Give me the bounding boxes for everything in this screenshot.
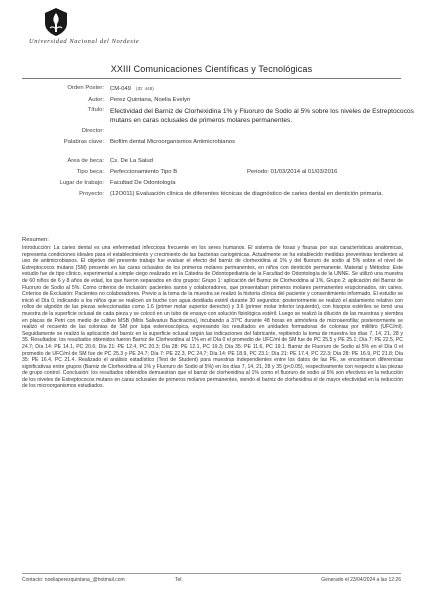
resumen-text: Introducción: La caries dental es una enfermedad infecciosa frecuente en los seres humanos. El sistema de fosas y fisuras por sus características anatómicas, representa condiciones ideales para el establecimiento y crecimiento de las bacterias cariogénicas. Actualmente se ha establecido medidas preventivas tendientes al uso de antimicrobianos. El objetivo del presente trabajo fue evaluar el efecto del barniz de clorhexidina al 1% y del fluoruro de sodio al 5% sobre el nivel de Estreptococos mutans (SM) presente en las caras oclusales de los primeros molares permanentes, en niños con dentición permanente. Material y Métodos: Este estudio fue de tipo clínico, experimental a simple ciego realizado en la Cátedra de Odontopediatría de la Facultad de Odontología de la UNNE. Se utilizó una muestra de 60 niños de 6 y 8 años de edad, los que fueron separados en dos grupos: Grupo 1: aplicación del Barniz de Clorhexidina al 1%, Grupo 2: aplicación del Barniz de Fluoruro de Sodio al 5%. Como criterios de inclusión: pacientes sanos y colaboradores, que presentaban primeros molares permanentes erupcionados, sin caries. Criterios de Exclusión: Pacientes no colaboradores. Previo a la toma de la muestra se realizó la historia clínica del paciente y consentimiento informado. El estudio se inició el Día 0, indicando a los niños que se realicen un buche con agua destilada estéril durante 30 segundos; posteriormente se realizó el aislamiento relativo con rollos de algodón de las piezas seleccionadas como 1.6 (primer molar superior derecho) y 3.6 (primer molar inferior izquierdo), con hisopos estériles se tomó una muestra de la superficie oclusal de cada pieza y se colocó en un tubo de ensayo con solución fisiológica estéril. Luego se realizó la dilución de las muestras y siembra en placas de Petri con medio de cultivo MSB (Mitis Salivarius Bacitracina), incubando a 37ºC durante 48 horas en atmósfera de microaerofilia; posteriormente se realizó el recuento de las colonias de SM por lupa estereoscópica, expresando los resultados en unidades formadoras de colonias por mililitro (UFC/ml). Seguidamente se realizó la aplicación del barniz en la superficie oclusal según las indicaciones del fabricante, repitiendo la toma de muestra los días 7, 14, 21, 28 y 35. Resultados: los resultados obtenidos fueron Barniz de Clorhexidina al 1% en el Día 0 el promedio de UFC/ml de SM fue de PC 25.5 y PE 25.1; Día 7: PE 22.5, PC 24.7; Día 14: PE 14.1, PC 20.6; Día 21: PE 12.4, PC 20.3; Día 28: PE 12.1, PC 19.3; Día 35: PE 11.6, PC 19.1. Barniz de Fluoruro de Sodio al 5% en el Día 0 el promedio de UFC/ml de SM fue de PC 25.3 y PE 24.7; Día 7: PE 22.3, PC 24.7; Día 14: PE 18.9, PC 23.1; Día 21: PE 17.4, PC 22.3; Día 28: PE 16.9, PC 21.8; Día 35: PE 16.4, PC 21.4. Realizado el análisis estadístico (Test de Student) para muestras independientes entre los datos de las PE, se encontraron diferencias significativas entre grupos (Barniz de Clorhexidina al 1% y Fluoruro de Sodio al 5%) en los días 7, 14, 21, 28 y 35 (p<0.05), respectivamente con respecto a las piezas de grupo control. Conclusión: los resultados obtenidos demuestran que el barniz de clorhexidina al 1% como el fluoruro de sodio al 5% son efectivos en la reducción de los niveles de Estreptococos mutans en caras oclusales de primeros molares permanentes, siendo el barniz de clorhexidina el de mayor efectividad en la reducción de los microorganismos estudiados.: [22, 245, 403, 390]
footer-tel: [175, 577, 183, 583]
proyecto-label: Proyecto:: [79, 191, 104, 197]
orden-poster-value: CM-049: [110, 86, 131, 92]
contacto-email: noeliaperezquintana_@hotmail.com: [44, 577, 125, 583]
poster-id-note: (ID: 448): [135, 86, 154, 91]
footer-divider: [22, 573, 401, 574]
tipo-beca-value: Perfeccionamiento Tipo B: [110, 169, 178, 175]
university-logo: [25, 7, 140, 55]
periodo-value: 01/03/2014 al 01/03/2016: [270, 169, 338, 175]
director-label: Director:: [81, 128, 104, 134]
title-divider: [22, 78, 401, 79]
area-beca-value: Cs. De La Salud: [110, 158, 153, 164]
proyecto-value: (12O011) Evaluación clínica de diferentes técnicas de diagnóstico de caries dental en dentición primaria.: [110, 191, 383, 197]
university-crest-icon: [43, 7, 69, 37]
titulo-value: Efectividad del Barniz de Clorhexidina 1% y Fluoruro de Sodio al 5% sobre los niveles de Estreptococos mutans en caras oclusales de primeros molares permanentes.: [110, 108, 414, 124]
university-name: Universidad Nacional del Nordeste: [29, 38, 140, 45]
contacto-label: Contacto:: [22, 577, 44, 583]
area-beca-label: Área de beca:: [67, 158, 104, 164]
autor-value: Perez Quintana, Noelia Evelyn: [110, 97, 191, 103]
palabras-clave-value: Biofilm dental Microorganismos Antimicrobianos: [110, 139, 236, 145]
autor-label: Autor:: [88, 97, 104, 103]
footer-contacto: [22, 577, 125, 583]
periodo-label: Periodo:: [247, 169, 269, 175]
palabras-clave-label: Palabras clave:: [63, 139, 104, 145]
tel-label: Tel:: [175, 577, 183, 583]
titulo-label: Título:: [87, 107, 104, 113]
orden-poster-label: Orden Poster:: [67, 85, 104, 91]
footer-generado: Generado el 23/04/2024 a las 12:26: [321, 577, 401, 583]
resumen-label: Resumen:: [22, 237, 49, 243]
lugar-trabajo-value: Facultad De Odontología: [110, 180, 176, 186]
page-title: XXIII Comunicaciones Científicas y Tecnológicas: [110, 64, 313, 74]
field-periodo: [247, 169, 337, 175]
tipo-beca-label: Tipo beca:: [76, 169, 104, 175]
lugar-trabajo-label: Lugar de trabajo:: [59, 180, 104, 186]
